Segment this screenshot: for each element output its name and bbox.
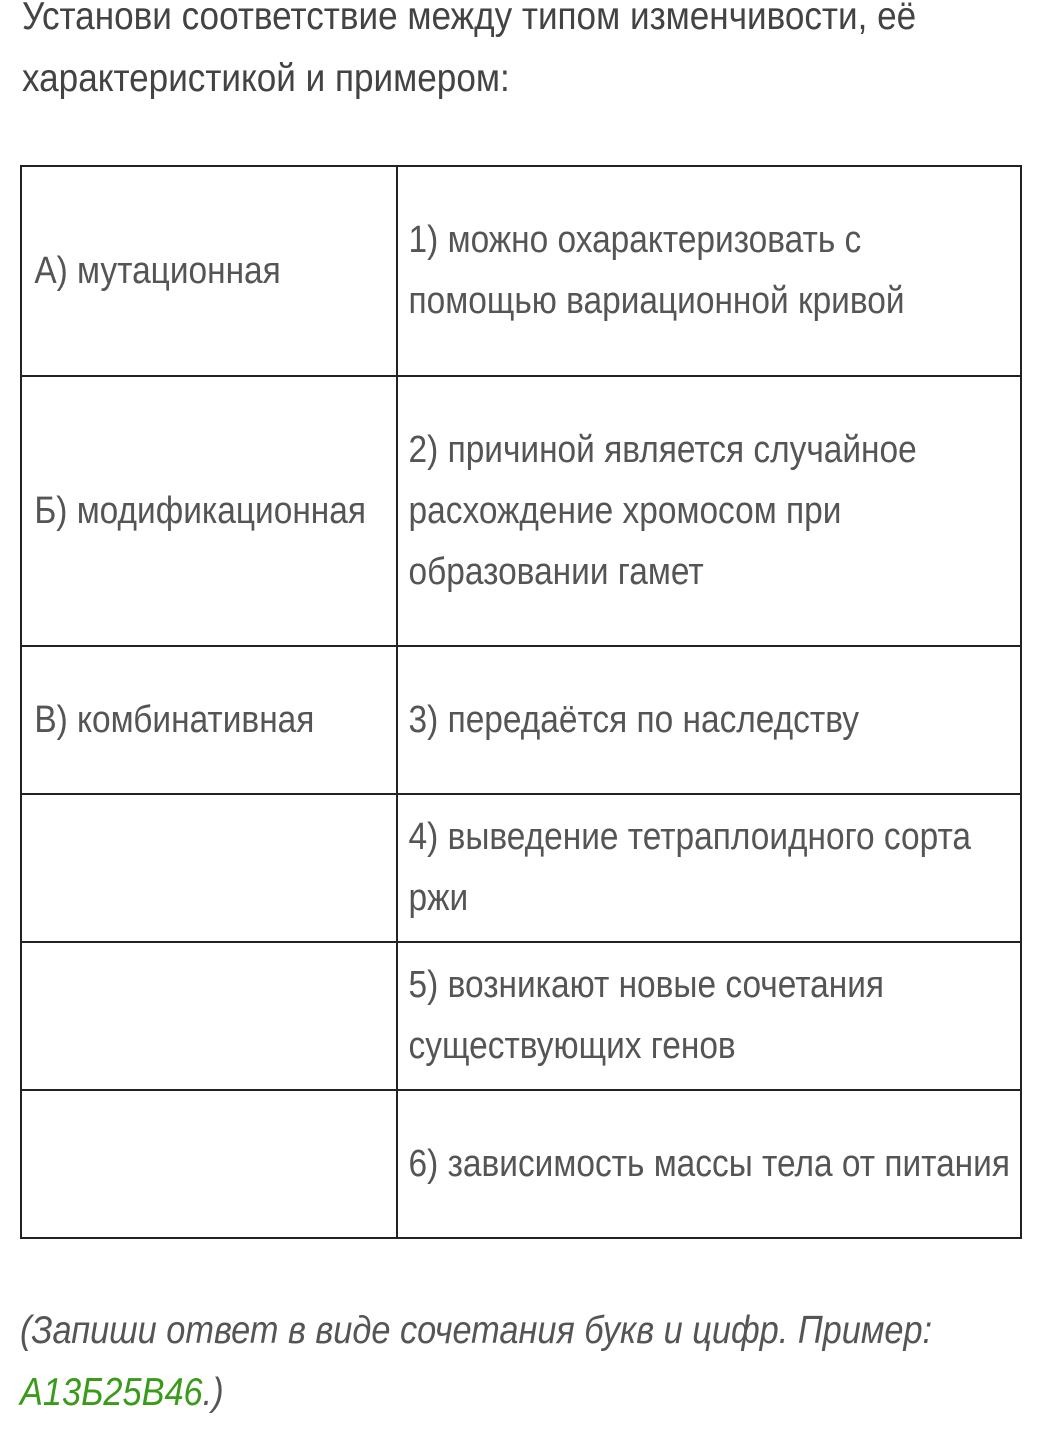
table-row [21,166,1021,376]
hint-suffix: .) [202,1371,224,1414]
type-label: В) комбинативная [34,698,315,741]
option-label: 1) можно охарактеризовать с помощью вариационной кривой [408,219,905,322]
option-cell [397,166,1021,376]
type-cell [21,942,397,1090]
option-cell [397,646,1021,794]
option-label: 3) передаётся по наследству [408,698,859,741]
option-cell [397,794,1021,942]
type-label: А) мутационная [34,249,281,292]
table-row [21,942,1021,1090]
option-label: 2) причиной является случайное расхождение хромосом при образовании гамет [408,428,917,593]
answer-format-hint [20,1300,988,1424]
table-row [21,794,1021,942]
type-cell [21,646,397,794]
option-label: 6) зависимость массы тела от питания [408,1142,1010,1185]
table-row [21,646,1021,794]
type-cell [21,794,397,942]
option-cell [397,1090,1021,1238]
type-cell [21,376,397,646]
option-cell [397,942,1021,1090]
question-text: Установи соответствие между типом изменчивости, её характеристикой и примером: [22,0,917,100]
hint-prefix: (Запиши ответ в виде сочетания букв и цифр. Пример: [20,1309,933,1352]
option-cell [397,376,1021,646]
option-label: 5) возникают новые сочетания существующих генов [408,964,885,1067]
matching-table [20,165,1022,1239]
hint-example: А13Б25В46 [20,1371,203,1414]
option-label: 4) выведение тетраплоидного сорта ржи [408,816,972,919]
type-cell [21,1090,397,1238]
type-cell [21,166,397,376]
table-row [21,376,1021,646]
table-row [21,1090,1021,1238]
type-label: Б) модификационная [34,489,366,532]
